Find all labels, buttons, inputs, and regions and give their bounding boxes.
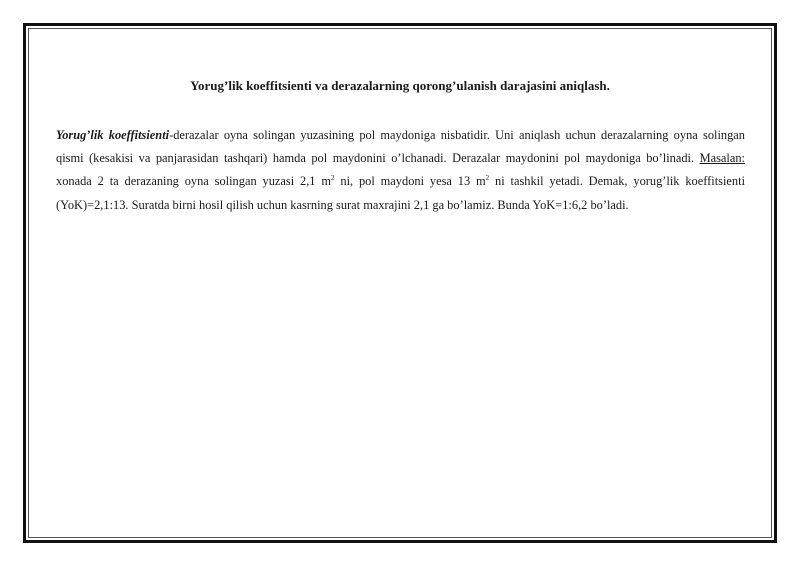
superscript-square-2: 2 [485, 174, 490, 183]
body-paragraph [56, 124, 745, 217]
example-text-1: xonada 2 ta derazaning oyna solingan yuzasi 2,1 m [56, 174, 332, 189]
example-label: Masalan: [699, 151, 745, 166]
superscript-square-1: 2 [331, 174, 335, 183]
definition-text: -derazalar oyna solingan yuzasining pol maydoniga nisbatidir. Uni aniqlash uchun derazalarning oyna solingan qismi (kesakisi va panjarasidan tashqari) hamda pol maydonini o’lchanadi. Derazalar maydonini pol maydoniga bo’linadi. [56, 128, 745, 166]
lead-term: Yorug’lik koeffitsienti [56, 128, 170, 142]
document-title: Yorug’lik koeffitsienti va derazalarning qorong’ulanish darajasini aniqlash. [190, 78, 610, 93]
example-text-2: ni, pol maydoni yesa 13 m [334, 174, 486, 189]
example-text-3: ni tashkil yetadi. Demak, yorug’lik koeffitsienti (YoK)=2,1:13. Suratda birni hosil qilish uchun kasrning surat maxrajini 2,1 ga bo’lamiz. Bunda YoK=1:6,2 bo’ladi. [56, 174, 746, 212]
page-frame [23, 23, 777, 543]
